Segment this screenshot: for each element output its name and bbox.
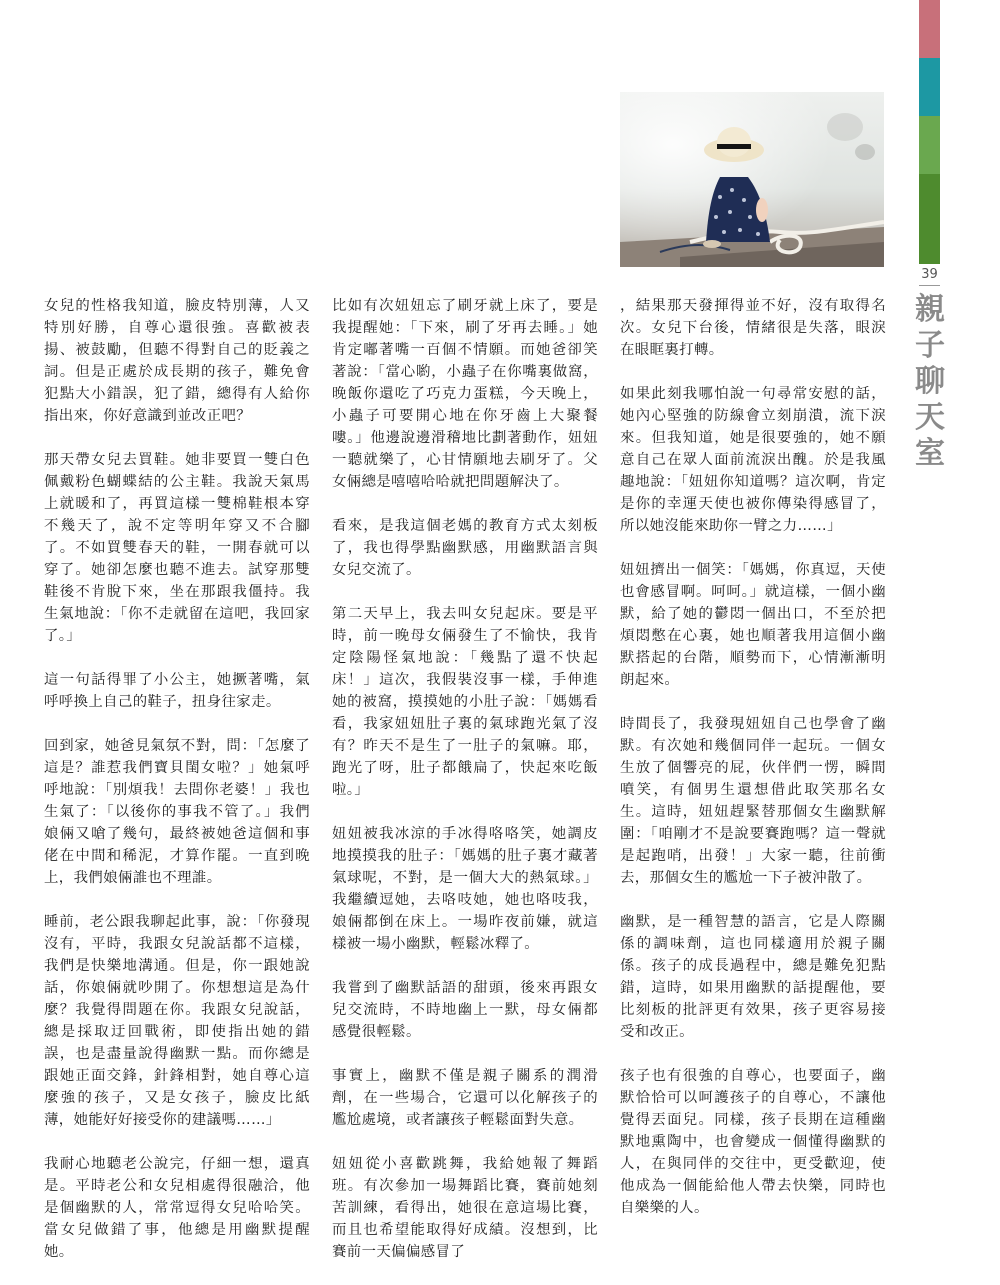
text-column-1 (44, 295, 310, 1285)
paragraph: 第二天早上，我去叫女兒起床。要是平時，前一晚母女倆發生了不愉快，我肯定陰陽怪氣地說：「幾點了還不快起床！」這次，我假裝沒事一樣，手伸進她的被窩，摸摸她的小肚子說：「媽媽看看，我家妞妞肚子裏的氣球跑光氣了沒有？昨天不是生了一肚子的氣嘛。耶，跑光了呀，肚子都餓扁了，快起來吃飯啦。」 (332, 606, 598, 798)
paragraph: 我嘗到了幽默話語的甜頭，後來再跟女兒交流時，不時地幽上一默，母女倆都感覺很輕鬆。 (332, 980, 598, 1040)
color-block-teal (919, 58, 940, 116)
section-title: 親 子 聊 天 室 (915, 292, 945, 471)
paragraph: 幽默，是一種智慧的語言，它是人際關係的調味劑，這也同樣適用於親子關係。孩子的成長過程中，總是難免犯點錯，這時，如果用幽默的話提醒他，要比刻板的批評更有效果，孩子更容易接受和改正。 (620, 914, 886, 1040)
paragraph: 女兒的性格我知道，臉皮特別薄，人又特別好勝，自尊心還很強。喜歡被表揚、被鼓勵，但聽不得對自己的貶義之詞。但是正處於成長期的孩子，難免會犯點大小錯誤，犯了錯，總得有人給你指出來，你好意識到並改正吧？ (44, 298, 310, 424)
paragraph: 事實上，幽默不僅是親子關系的潤滑劑，在一些場合，它還可以化解孩子的尷尬處境，或者讓孩子輕鬆面對失意。 (332, 1068, 598, 1128)
text-column-3 (620, 295, 886, 1241)
paragraph: 孩子也有很強的自尊心，也要面子，幽默恰恰可以呵護孩子的自尊心，不讓他覺得丟面兒。同樣，孩子長期在這種幽默地熏陶中，也會變成一個懂得幽默的人，在與同伴的交往中，更受歡迎，使他成為一個能給他人帶去快樂，同時也自樂樂的人。 (620, 1068, 886, 1216)
paragraph: ，結果那天發揮得並不好，沒有取得名次。女兒下台後，情緒很是失落，眼淚在眼眶裏打轉。 (620, 298, 886, 358)
page-number-divider (919, 285, 940, 286)
paragraph: 我耐心地聽老公說完，仔細一想，還真是。平時老公和女兒相處得很融洽，他是個幽默的人，常常逗得女兒哈哈笑。當女兒做錯了事，他總是用幽默提醒她。 (44, 1156, 310, 1260)
paragraph: 回到家，她爸見氣氛不對，問：「怎麼了這是？誰惹我們寶貝閨女啦？」她氣呼呼地說：「別煩我！去問你老婆！」我也生氣了：「以後你的事我不管了。」我們娘倆又嗆了幾句，最終被她爸這個和事佬在中間和稀泥，才算作罷。一直到晚上，我們娘倆誰也不理誰。 (44, 738, 310, 886)
color-block-green-dark (919, 174, 940, 264)
paragraph: 時間長了，我發現妞妞自己也學會了幽默。有次她和幾個同伴一起玩。一個女生放了個響亮的屁，伙伴們一愣，瞬間噴笑，有個男生還想借此取笑那名女生。這時，妞妞趕緊替那個女生幽默解圍：「咱剛才不是說要賽跑嗎？這一聲就是起跑哨，出發！」大家一聽，往前衝去，那個女生的尷尬一下子被沖散了。 (620, 716, 886, 886)
paragraph: 妞妞擠出一個笑：「媽媽，你真逗，天使也會感冒啊。呵呵。」就這樣，一個小幽默，給了她的鬱悶一個出口，不至於把煩悶憋在心裏，她也順著我用這個小幽默搭起的台階，順勢而下，心情漸漸明朗起來。 (620, 562, 886, 688)
paragraph: 如果此刻我哪怕說一句尋常安慰的話，她內心堅強的防線會立刻崩潰，流下淚來。但我知道，她是很要強的，她不願意自己在眾人面前流淚出醜。於是我風趣地說：「妞妞你知道嗎？這次啊，肯定是你的幸運天使也被你傳染得感冒了，所以她沒能來助你一臂之力……」 (620, 386, 886, 534)
paragraph: 妞妞被我冰涼的手冰得咯咯笑，她調皮地摸摸我的肚子：「媽媽的肚子裏才藏著氣球呢，不對，是一個大大的熱氣球。」我繼續逗她，去咯吱她，她也咯吱我，娘倆都倒在床上。一場昨夜前嫌，就這樣被一場小幽默，輕鬆冰釋了。 (332, 826, 598, 952)
color-block-green-light (919, 116, 940, 174)
text-column-2 (332, 295, 598, 1285)
paragraph: 比如有次妞妞忘了刷牙就上床了，要是我提醒她：「下來，刷了牙再去睡。」她肯定嘟著嘴一百個不情願。而她爸卻笑著說：「當心喲，小蟲子在你嘴裏做窩，晚飯你還吃了巧克力蛋糕，今天晚上，小蟲子可要開心地在你牙齒上大聚餐嘍。」他邊說邊滑稽地比劃著動作，妞妞一聽就樂了，心甘情願地去刷牙了。父女倆總是嘻嘻哈哈就把問題解決了。 (332, 298, 598, 490)
color-block-pink (919, 0, 940, 58)
paragraph: 睡前，老公跟我聊起此事，說：「你發現沒有，平時，我跟女兒說話都不這樣，我們是快樂地溝通。但是，你一跟她說話，你娘倆就吵開了。你想想這是為什麼？我覺得問題在你。我跟女兒說話，總是採取迂回戰術，即使指出她的錯誤，也是盡量說得幽默一點。而你總是跟她正面交鋒，針鋒相對，她自尊心這麼強的孩子，又是女孩子，臉皮比紙薄，她能好好接受你的建議嗎……」 (44, 914, 310, 1128)
paragraph: 妞妞從小喜歡跳舞，我給她報了舞蹈班。有次參加一場舞蹈比賽，賽前她刻苦訓練，看得出，她很在意這場比賽，而且也希望能取得好成績。沒想到，比賽前一天偏偏感冒了 (332, 1156, 598, 1260)
article-photo (620, 92, 884, 267)
paragraph: 這一句話得罪了小公主，她撅著嘴，氣呼呼換上自己的鞋子，扭身往家走。 (44, 672, 310, 710)
paragraph: 那天帶女兒去買鞋。她非要買一雙白色佩戴粉色蝴蝶結的公主鞋。我說天氣馬上就暖和了，再買這樣一雙棉鞋根本穿不幾天了，說不定等明年穿又不合腳了。不如買雙春天的鞋，一開春就可以穿了。她卻怎麼也聽不進去。試穿那雙鞋後不肯脫下來，坐在那跟我僵持。我生氣地說：「你不走就留在這吧，我回家了。」 (44, 452, 310, 644)
child-on-dock-photo (620, 92, 884, 267)
paragraph: 看來，是我這個老媽的教育方式太刻板了，我也得學點幽默感，用幽默語言與女兒交流了。 (332, 518, 598, 578)
page-number: 39 (921, 267, 938, 282)
